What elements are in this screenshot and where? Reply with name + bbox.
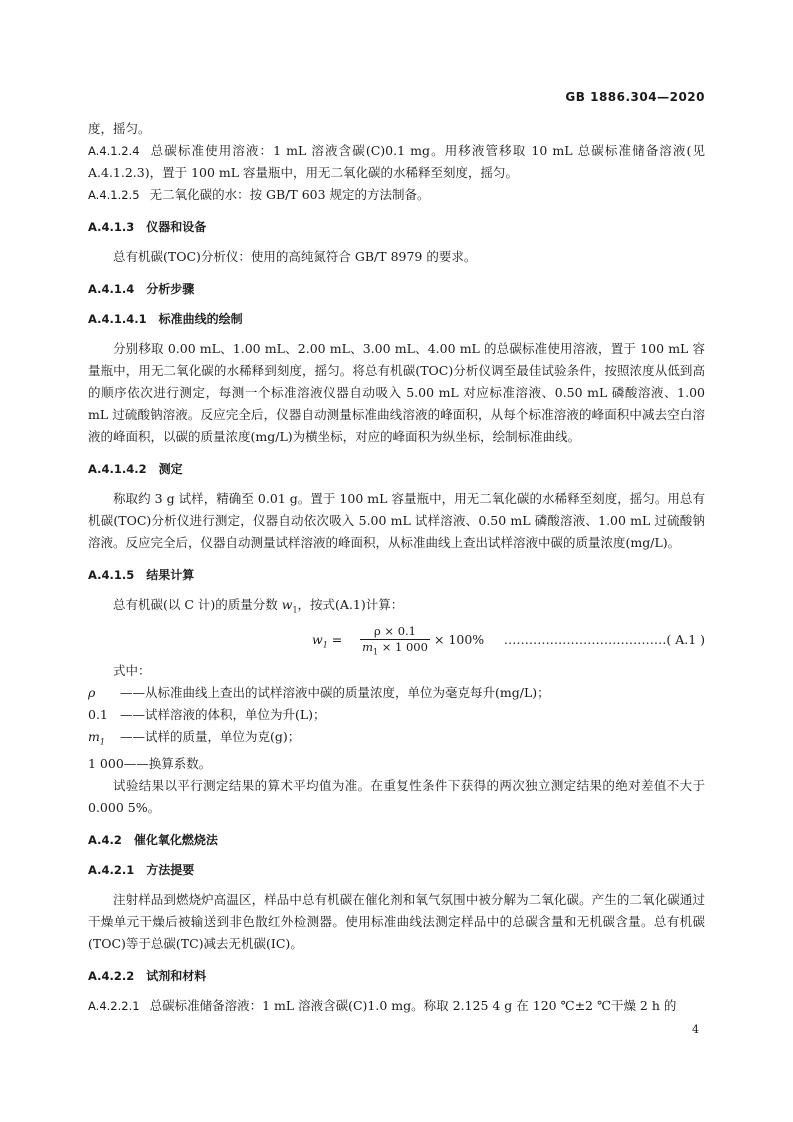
paragraph-continued: 度，摇匀。 <box>88 121 151 136</box>
definition-symbol <box>88 726 120 754</box>
definition-mass <box>88 726 705 754</box>
section-number: A.4.2.1 <box>88 863 135 877</box>
paragraph-calculation-intro <box>88 594 705 622</box>
paragraph-standard-curve: 分别移取 0.00 mL、1.00 mL、2.00 mL、3.00 mL、4.00 mL 的总碳标准使用溶液，置于 100 mL 容量瓶中，用无二氧化碳的水稀释到刻度，摇匀。将总有机碳(TOC)分析仪调至最佳试验条件，按照浓度从低到高的顺序依次进行测定，每测一个标准溶液仪器自动吸入 5.00 mL 对应标准溶液、0.50 mL 磷酸溶液、1.00 mL 过硫酸钠溶液。反应完全后，仪器自动测量标准曲线溶液的峰面积，从每个标准溶液的峰面积中减去空白溶液的峰面积，以碳的质量浓度(mg/L)为横坐标，对应的峰面积为纵坐标，绘制标准曲线。 <box>88 341 705 444</box>
definition-rho <box>88 682 705 704</box>
definition-factor <box>88 753 705 775</box>
intro-text-end: ，按式(A.1)计算： <box>297 597 404 612</box>
paragraph-method-summary: 注射样品到燃烧炉高温区，样品中总有机碳在催化剂和氧气氛围中被分解为二氧化碳。产生的二氧化碳通过干燥单元干燥后被输送到非色散红外检测器。使用标准曲线法测定样品中的总碳含量和无机碳含量。总有机碳(TOC)等于总碳(TC)减去无机碳(IC)。 <box>88 892 705 951</box>
definition-symbol: 1 000 <box>88 756 124 771</box>
section-title: 催化氧化燃烧法 <box>133 833 218 847</box>
clause-a41251 <box>88 184 705 206</box>
formula-a1 <box>88 624 705 658</box>
section-number: A.4.1.5 <box>88 568 135 582</box>
section-title: 方法提要 <box>146 863 195 877</box>
definition-symbol-base: m <box>88 728 100 744</box>
formula-lhs-subscript: 1 <box>322 640 328 649</box>
clause-text: 总碳标准储备溶液：1 mL 溶液含碳(C)1.0 mg。称取 2.125 4 g 在 120 ℃±2 ℃干燥 2 h 的 <box>149 998 677 1013</box>
section-title: 测定 <box>158 462 183 476</box>
where-label: 式中： <box>113 662 151 678</box>
section-title: 仪器和设备 <box>146 220 207 234</box>
page-number: 4 <box>692 1023 699 1036</box>
definition-symbol: 0.1 <box>88 706 108 722</box>
formula-rhs: × 100% <box>434 631 485 647</box>
section-heading-a442 <box>88 829 705 851</box>
section-number: A.4.2.2 <box>88 969 135 983</box>
section-heading-a4422 <box>88 965 705 987</box>
section-heading-a41142 <box>88 458 705 480</box>
section-heading-a4113 <box>88 216 705 238</box>
formula-lhs-symbol: w <box>312 631 323 647</box>
formula-number: …………………………………( A.1 ) <box>503 631 705 647</box>
clause-number: A.4.2.2.1 <box>88 999 140 1013</box>
section-heading-a4115 <box>88 564 705 586</box>
formula-lhs <box>312 632 342 650</box>
section-title: 分析步骤 <box>146 282 195 296</box>
section-heading-a4421 <box>88 859 705 881</box>
definition-text: ——试样的质量，单位为克(g)； <box>120 728 301 744</box>
section-heading-a41141 <box>88 308 705 330</box>
clause-a41241 <box>88 140 705 184</box>
paragraph-conclusion: 试验结果以平行测定结果的算术平均值为准。在重复性条件下获得的两次独立测定结果的绝对差值不大于 0.000 5%。 <box>88 778 705 815</box>
definition-text: ——试样溶液的体积，单位为升(L)； <box>120 706 326 722</box>
clause-number: A.4.1.2.4 <box>88 144 140 158</box>
denominator-subscript: 1 <box>372 646 379 656</box>
section-title: 试剂和材料 <box>146 969 207 983</box>
paragraph-measurement: 称取约 3 g 试样，精确至 0.01 g。置于 100 mL 容量瓶中，用无二氧化碳的水稀释至刻度，摇匀。用总有机碳(TOC)分析仪进行测定，仪器自动依次吸入 5.00 mL 试样溶液、0.50 mL 磷酸溶液、1.00 mL 过硫酸钠溶液。反应完全后，仪器自动测量试样溶液的峰面积，从标准曲线上查出试样溶液中碳的质量浓度(mg/L)。 <box>88 491 705 550</box>
paragraph-instrument: 总有机碳(TOC)分析仪：使用的高纯氮符合 GB/T 8979 的要求。 <box>113 249 477 264</box>
definition-symbol-subscript: 1 <box>99 737 105 746</box>
denominator-rest: × 1 000 <box>378 639 428 654</box>
document-body <box>88 118 705 1017</box>
symbol-w: w <box>281 597 293 612</box>
formula-numerator: ρ × 0.1 <box>360 624 430 640</box>
section-number: A.4.1.4.1 <box>88 312 147 326</box>
clause-text: 总碳标准使用溶液：1 mL 溶液含碳(C)0.1 mg。用移液管移取 10 mL 总碳标准储备溶液(见A.4.1.2.3)，置于 100 mL 容量瓶中，用无二氧化碳的水稀释至刻度，摇匀。 <box>88 143 705 180</box>
definition-symbol: ρ <box>88 684 96 700</box>
section-number: A.4.1.4.2 <box>88 462 147 476</box>
formula-denominator <box>360 640 430 659</box>
formula-equals: = <box>327 631 343 647</box>
section-title: 结果计算 <box>146 568 195 582</box>
intro-text: 总有机碳(以 C 计)的质量分数 <box>113 597 282 612</box>
formula-fraction <box>360 624 430 659</box>
section-number: A.4.1.4 <box>88 282 135 296</box>
section-heading-a4114 <box>88 278 705 300</box>
section-title: 标准曲线的绘制 <box>158 312 243 326</box>
definition-volume <box>88 704 705 726</box>
standard-number-header: GB 1886.304—2020 <box>565 90 705 104</box>
definition-text: ——换算系数。 <box>123 756 212 771</box>
clause-a44221 <box>88 995 705 1017</box>
section-number: A.4.2 <box>88 833 122 847</box>
clause-text: 无二氧化碳的水：按 GB/T 603 规定的方法制备。 <box>149 187 430 202</box>
denominator-symbol: m <box>362 639 373 654</box>
section-number: A.4.1.3 <box>88 220 135 234</box>
symbol-subscript: 1 <box>292 605 298 615</box>
definition-text: ——从标准曲线上查出的试样溶液中碳的质量浓度，单位为毫克每升(mg/L)； <box>120 684 550 700</box>
clause-number: A.4.1.2.5 <box>88 188 140 202</box>
